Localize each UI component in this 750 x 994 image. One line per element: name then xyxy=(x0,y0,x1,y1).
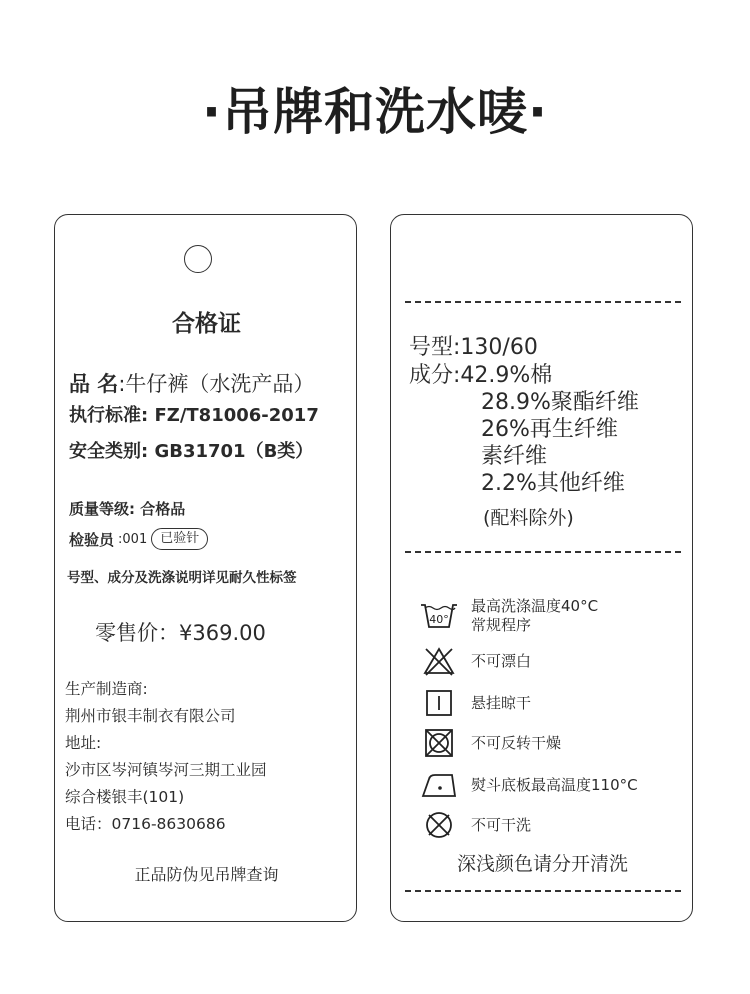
product-name-label: 品 名 xyxy=(69,372,119,396)
grade-row xyxy=(69,498,185,519)
divider-middle xyxy=(405,551,681,553)
line-dry-icon xyxy=(419,687,459,719)
grade-label: 质量等级 xyxy=(69,500,130,518)
composition-label: 成分 xyxy=(409,363,454,388)
composition-line: :42.9%棉 xyxy=(453,363,553,388)
wash-temp-text: 40° xyxy=(429,613,449,626)
safety-label: 安全类别 xyxy=(69,441,141,462)
care-row xyxy=(419,687,531,719)
wash-temp-label: 最高洗涤温度40°C xyxy=(471,597,599,615)
care-label-dry: 悬挂晾干 xyxy=(471,693,532,712)
standard-value: : FZ/T81006-2017 xyxy=(141,405,319,426)
address-label: 地址: xyxy=(65,734,102,752)
anti-counterfeit-note: 正品防伪见吊牌查询 xyxy=(134,865,279,884)
cert-title: 合格证 xyxy=(172,311,241,337)
page-title: ·吊牌和洗水唛· xyxy=(202,83,548,141)
maker-name: 荆州市银丰制衣有限公司 xyxy=(65,707,236,725)
composition-line: 素纤维 xyxy=(481,444,548,469)
price-row xyxy=(95,617,266,647)
grade-value: : 合格品 xyxy=(129,500,186,518)
safety-value: : GB31701（B类） xyxy=(141,441,314,462)
care-label-iron: 熨斗底板最高温度110°C xyxy=(471,775,638,794)
label-note: 号型、成分及洗涤说明详见耐久性标签 xyxy=(67,570,297,586)
inspector-row xyxy=(69,528,208,550)
divider-top xyxy=(405,301,681,303)
care-row xyxy=(419,769,638,801)
care-row xyxy=(419,645,531,677)
composition-line: 28.9%聚酯纤维 xyxy=(481,390,639,415)
wash-40-icon xyxy=(419,600,459,632)
divider-bottom xyxy=(405,890,681,892)
hang-tag xyxy=(54,214,357,922)
composition-line: 2.2%其他纤维 xyxy=(481,471,625,496)
care-label-bleach: 不可漂白 xyxy=(471,651,532,670)
composition-note: (配料除外) xyxy=(483,507,574,529)
size-row xyxy=(409,330,538,361)
no-dry-clean-icon xyxy=(419,809,459,841)
no-tumble-dry-icon xyxy=(419,727,459,759)
composition-line: 26%再生纤维 xyxy=(481,417,618,442)
care-row xyxy=(419,727,561,759)
product-name-value: :牛仔裤（水洗产品） xyxy=(118,372,315,396)
standard-label: 执行标准 xyxy=(69,405,141,426)
iron-110-icon xyxy=(419,769,459,801)
standard-row xyxy=(69,401,319,427)
phone: 电话：0716-8630686 xyxy=(65,815,226,833)
care-row xyxy=(419,809,531,841)
care-label-tumble: 不可反转干燥 xyxy=(471,733,562,752)
inspector-code: :001 xyxy=(118,531,148,547)
price-label: 零售价 xyxy=(95,621,158,645)
size-value: :130/60 xyxy=(453,335,538,360)
address-line-1: 沙市区岑河镇岑河三期工业园 xyxy=(65,761,267,779)
product-name-row xyxy=(69,368,314,398)
care-label-wash xyxy=(471,597,598,635)
care-label-dry-clean: 不可干洗 xyxy=(471,815,532,834)
address-line-2: 综合楼银丰(101) xyxy=(65,788,185,806)
wash-label xyxy=(390,214,693,922)
size-label: 号型 xyxy=(409,335,454,360)
wash-program-label: 常规程序 xyxy=(471,616,532,634)
inspection-stamp: 已验针 xyxy=(151,528,208,550)
maker-label: 生产制造商: xyxy=(65,680,148,698)
price-value: ：¥369.00 xyxy=(158,621,266,645)
no-bleach-icon xyxy=(419,645,459,677)
care-row xyxy=(419,597,598,635)
inspector-label: 检验员 xyxy=(69,530,115,549)
tag-hole xyxy=(184,245,212,273)
safety-row xyxy=(69,437,313,463)
separate-colors-note: 深浅颜色请分开清洗 xyxy=(456,853,628,875)
